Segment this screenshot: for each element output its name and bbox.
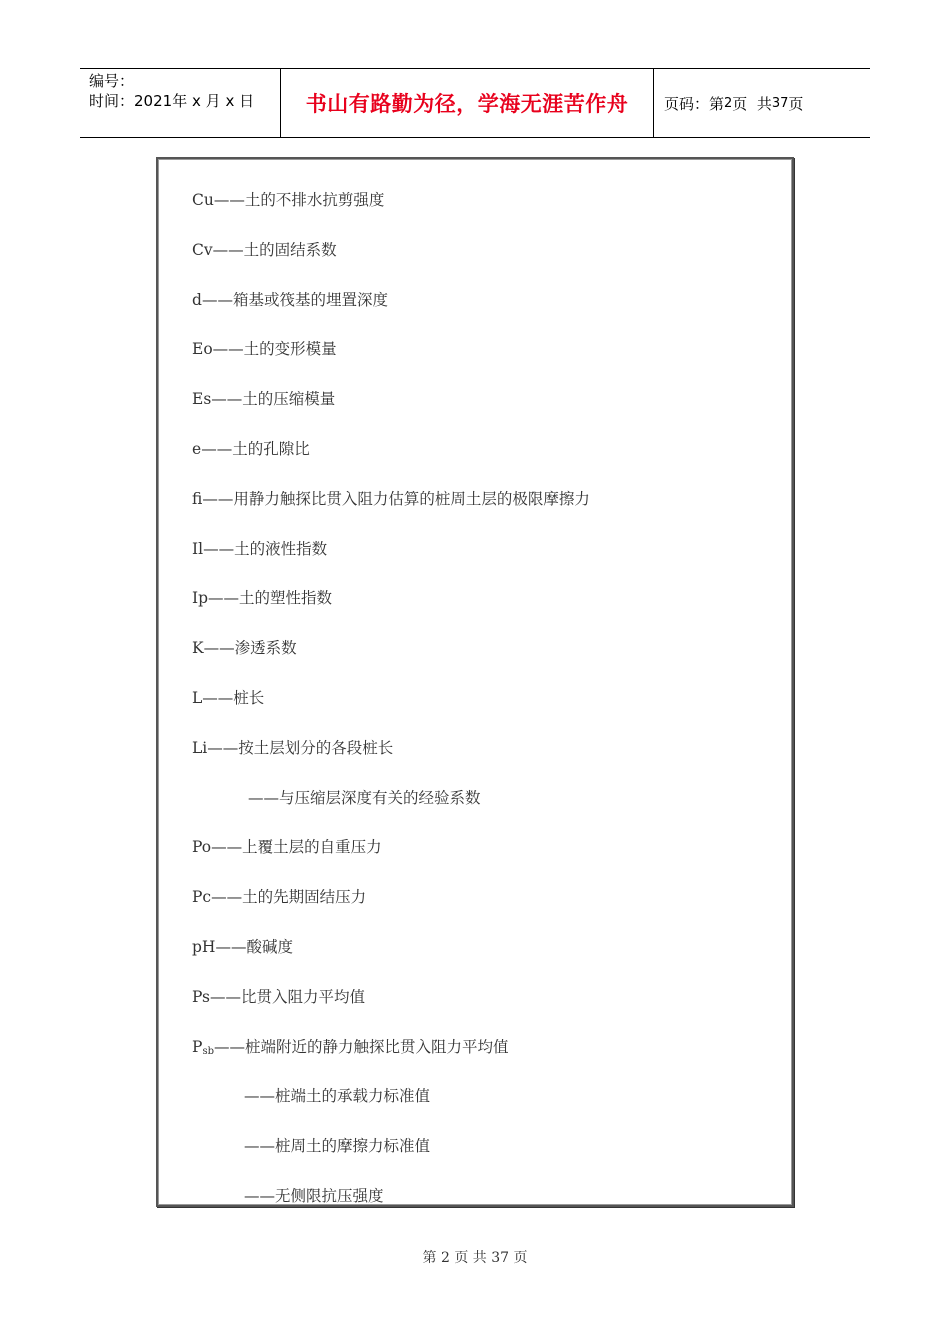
footer-pre: 第: [422, 1250, 437, 1266]
entry-symbol: P: [192, 1037, 203, 1056]
header-meta: [80, 69, 281, 137]
entry-symbol: K: [192, 639, 204, 658]
symbol-entry: [192, 736, 393, 758]
date-month: x: [192, 92, 201, 110]
symbol-entry: [192, 586, 332, 608]
entry-symbol: pH: [192, 938, 216, 956]
footer-current: 2: [440, 1250, 450, 1266]
page-end: 页: [788, 94, 804, 113]
symbol-entry: [192, 288, 388, 310]
date-year: 2021: [134, 92, 173, 110]
entry-description: ——按土层划分的各段桩长: [207, 738, 394, 757]
entry-symbol: Es: [192, 390, 212, 409]
entry-description: ——桩周土的摩擦力标准值: [244, 1137, 431, 1156]
symbol-entry: [192, 387, 335, 409]
footer-mid: 页 共: [454, 1250, 487, 1266]
entry-symbol: L: [192, 689, 203, 707]
entry-symbol: Cu: [192, 191, 214, 209]
symbol-entry: [192, 985, 365, 1007]
symbol-entry: [192, 337, 337, 359]
entry-description: ——土的压缩模量: [211, 390, 336, 409]
symbol-entry: [244, 1084, 430, 1106]
entry-description: ——桩端附近的静力触探比贯入阻力平均值: [213, 1037, 509, 1056]
entry-symbol: Ip: [192, 589, 209, 608]
entry-description: ——上覆土层的自重压力: [211, 838, 382, 857]
entry-symbol-subscript: sb: [202, 1045, 214, 1057]
symbol-entry: [248, 786, 481, 808]
symbol-entry: [244, 1184, 384, 1206]
entry-symbol: Li: [192, 738, 208, 757]
entry-description: ——箱基或筏基的埋置深度: [201, 290, 388, 309]
entry-description: ——与压缩层深度有关的经验系数: [248, 788, 481, 807]
symbol-entry: [192, 935, 293, 957]
symbol-entry: [192, 437, 310, 459]
entry-symbol: Il: [192, 539, 204, 558]
page-total: 37: [771, 95, 789, 111]
symbol-entry: [192, 885, 366, 907]
entry-description: ——土的变形模量: [212, 340, 337, 359]
footer-total: 37: [491, 1250, 510, 1266]
symbol-entry: [192, 487, 590, 509]
entry-description: ——桩长: [202, 689, 265, 707]
entry-symbol: Po: [192, 838, 212, 857]
entry-description: ——土的液性指数: [203, 539, 328, 558]
entry-description: ——渗透系数: [203, 639, 297, 658]
entry-description: ——酸碱度: [215, 938, 293, 956]
entry-description: ——土的固结系数: [212, 240, 337, 259]
symbol-entry: [192, 537, 327, 559]
entry-description: ——土的不排水抗剪强度: [213, 191, 385, 209]
footer-post: 页: [513, 1250, 528, 1266]
entry-symbol: Pc: [192, 888, 212, 907]
entry-description: ——无侧限抗压强度: [244, 1187, 384, 1205]
page-current: 2: [724, 95, 733, 111]
date-day-text: 日: [239, 92, 255, 110]
page-footer: [0, 1247, 950, 1267]
date-label: 时间：: [89, 92, 135, 110]
entry-description: ——桩端土的承载力标准值: [244, 1087, 431, 1106]
entry-description: ——土的先期固结压力: [211, 888, 367, 907]
entry-symbol: Eo: [192, 340, 213, 359]
entry-symbol: fi: [192, 489, 203, 508]
symbol-entry: [192, 1035, 509, 1057]
page-label: 页码：第: [664, 94, 725, 113]
header-motto: 书山有路勤为径，学海无涯苦作舟: [281, 69, 654, 137]
page-header: [80, 68, 870, 138]
date-line: [89, 91, 280, 111]
page-mid: 页 共: [732, 94, 772, 113]
number-label: 编号：: [89, 72, 135, 90]
date-day: x: [225, 92, 235, 110]
header-page-info: [654, 69, 870, 137]
date-year-text: 年: [172, 92, 188, 110]
symbol-entry: [192, 636, 297, 658]
entry-symbol: Cv: [192, 240, 213, 259]
entry-description: ——比贯入阻力平均值: [209, 987, 365, 1006]
symbol-entry: [244, 1134, 430, 1156]
entry-description: ——用静力触探比贯入阻力估算的桩周土层的极限摩擦力: [202, 489, 590, 508]
entry-symbol: d: [192, 290, 202, 309]
entry-description: ——土的塑性指数: [208, 589, 333, 608]
entry-symbol: Ps: [192, 987, 210, 1006]
symbol-entry: [192, 188, 384, 210]
date-month-text: 月: [205, 92, 221, 110]
entry-symbol: e: [192, 440, 202, 458]
symbol-entry: [192, 835, 382, 857]
symbol-entry: [192, 238, 337, 260]
symbol-entry: [192, 686, 264, 708]
entry-description: ——土的孔隙比: [201, 440, 310, 458]
